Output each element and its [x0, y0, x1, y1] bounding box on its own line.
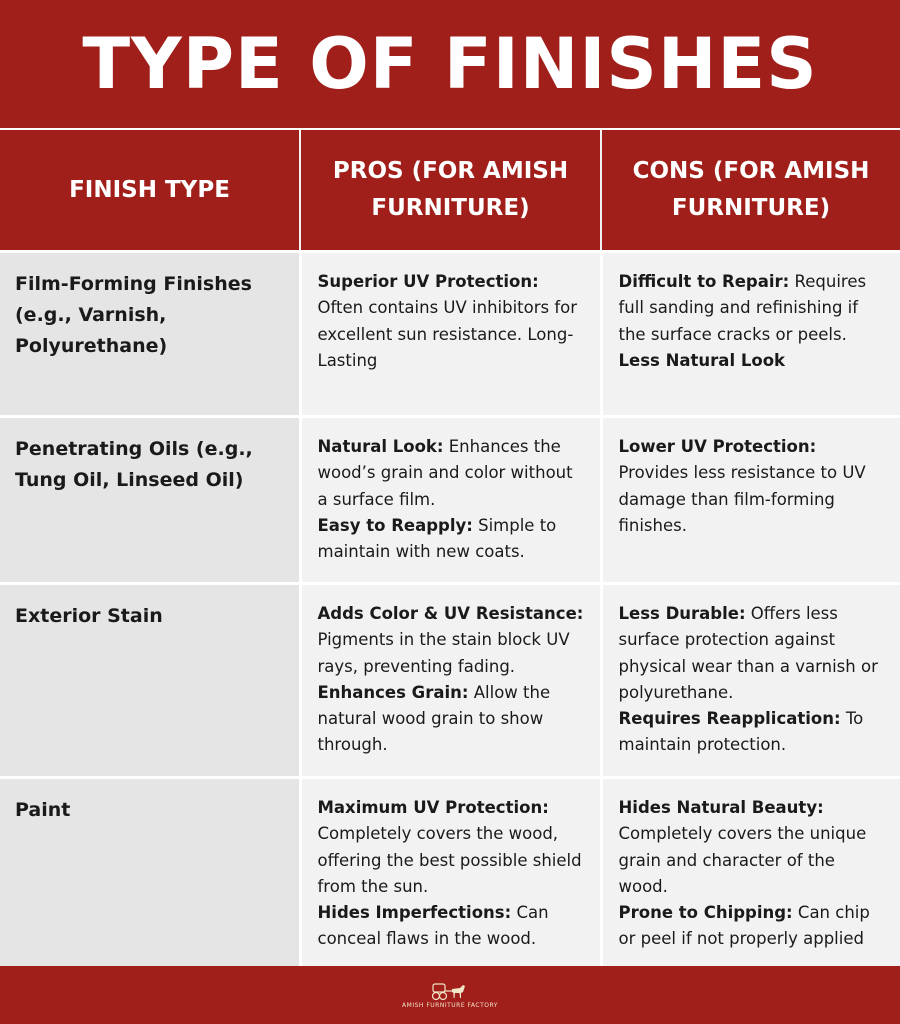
finish-type-cell: Penetrating Oils (e.g., Tung Oil, Linseed Oil) [0, 417, 300, 584]
finish-type-cell: Exterior Stain [0, 584, 300, 778]
cons-item [619, 706, 885, 759]
cons-cell [601, 252, 900, 417]
cons-item-label: Prone to Chipping: [618, 903, 793, 923]
cons-item-text: Completely covers the unique grain and character of the wood. [618, 824, 867, 896]
footer-logo-text: AMISH FURNITURE FACTORY [402, 1002, 498, 1009]
cons-item-label: Less Natural Look [618, 350, 785, 370]
header-finish-type: FINISH TYPE [0, 130, 300, 252]
pros-item-label: Maximum UV Protection: [317, 798, 549, 817]
header-cons: CONS (FOR AMISH FURNITURE) [601, 130, 900, 252]
header-pros: PROS (FOR AMISH FURNITURE) [300, 130, 601, 252]
cons-item [619, 434, 885, 539]
pros-item-label: Natural Look: [317, 437, 444, 456]
table-row [0, 417, 900, 584]
cons-item-text: To maintain protection. [618, 709, 864, 755]
cons-item [619, 601, 885, 706]
pros-cell [300, 584, 601, 778]
cons-item [619, 269, 885, 348]
table-row [0, 584, 900, 778]
pros-item-text: Simple to maintain with new coats. [317, 515, 557, 562]
cons-item [619, 795, 885, 900]
pros-item-text: Allow the natural wood grain to show through. [317, 682, 551, 755]
pros-item-label: Enhances Grain: [317, 682, 469, 702]
table-header-row [0, 130, 900, 252]
page-title: TYPE OF FINISHES [82, 23, 818, 105]
table-row [0, 252, 900, 417]
cons-item-text: Requires full sanding and refinishing if the surface cracks or peels. [618, 272, 867, 344]
pros-item-text: Can conceal flaws in the wood. [317, 903, 549, 949]
table-row [0, 778, 900, 973]
horse-buggy-logo-icon [430, 981, 470, 1001]
pros-item [318, 434, 584, 513]
pros-item-label: Easy to Reapply: [317, 515, 473, 535]
footer-bar [0, 966, 900, 1024]
pros-item-text: Often contains UV inhibitors for excellent sun resistance. Long-Lasting [317, 298, 578, 370]
pros-item-label: Adds Color & UV Resistance: [317, 604, 584, 623]
finish-type-cell: Paint [0, 778, 300, 973]
cons-item [619, 900, 885, 953]
title-banner [0, 0, 900, 128]
pros-item [318, 900, 584, 953]
finish-type-cell: Film-Forming Finishes (e.g., Varnish, Polyurethane) [0, 252, 300, 417]
pros-cell [300, 252, 601, 417]
cons-item-label: Difficult to Repair: [618, 272, 790, 291]
cons-item-label: Hides Natural Beauty: [618, 798, 824, 817]
pros-item-text: Enhances the wood’s grain and color without a surface film. [317, 437, 573, 509]
cons-item-label: Lower UV Protection: [618, 437, 817, 456]
cons-item [619, 348, 885, 374]
cons-cell [601, 417, 900, 584]
cons-item-label: Less Durable: [618, 604, 746, 623]
cons-item-label: Requires Reapplication: [618, 709, 841, 729]
pros-item [318, 680, 584, 759]
cons-cell [601, 778, 900, 973]
pros-item-label: Hides Imperfections: [317, 903, 512, 923]
cons-item-text: Can chip or peel if not properly applied [618, 903, 870, 949]
cons-cell [601, 584, 900, 778]
pros-item-text: Completely covers the wood, offering the best possible shield from the sun. [317, 824, 582, 896]
pros-item-text: Pigments in the stain block UV rays, preventing fading. [317, 630, 570, 676]
pros-item [318, 513, 584, 566]
pros-cell [300, 417, 601, 584]
pros-item [318, 601, 584, 680]
finishes-table [0, 130, 900, 972]
pros-item-label: Superior UV Protection: [317, 272, 539, 291]
cons-item-text: Offers less surface protection against physical wear than a varnish or polyurethane. [618, 604, 878, 702]
pros-item [318, 795, 584, 900]
pros-item [318, 269, 584, 374]
cons-item-text: Provides less resistance to UV damage than film-forming finishes. [618, 463, 866, 535]
pros-cell [300, 778, 601, 973]
